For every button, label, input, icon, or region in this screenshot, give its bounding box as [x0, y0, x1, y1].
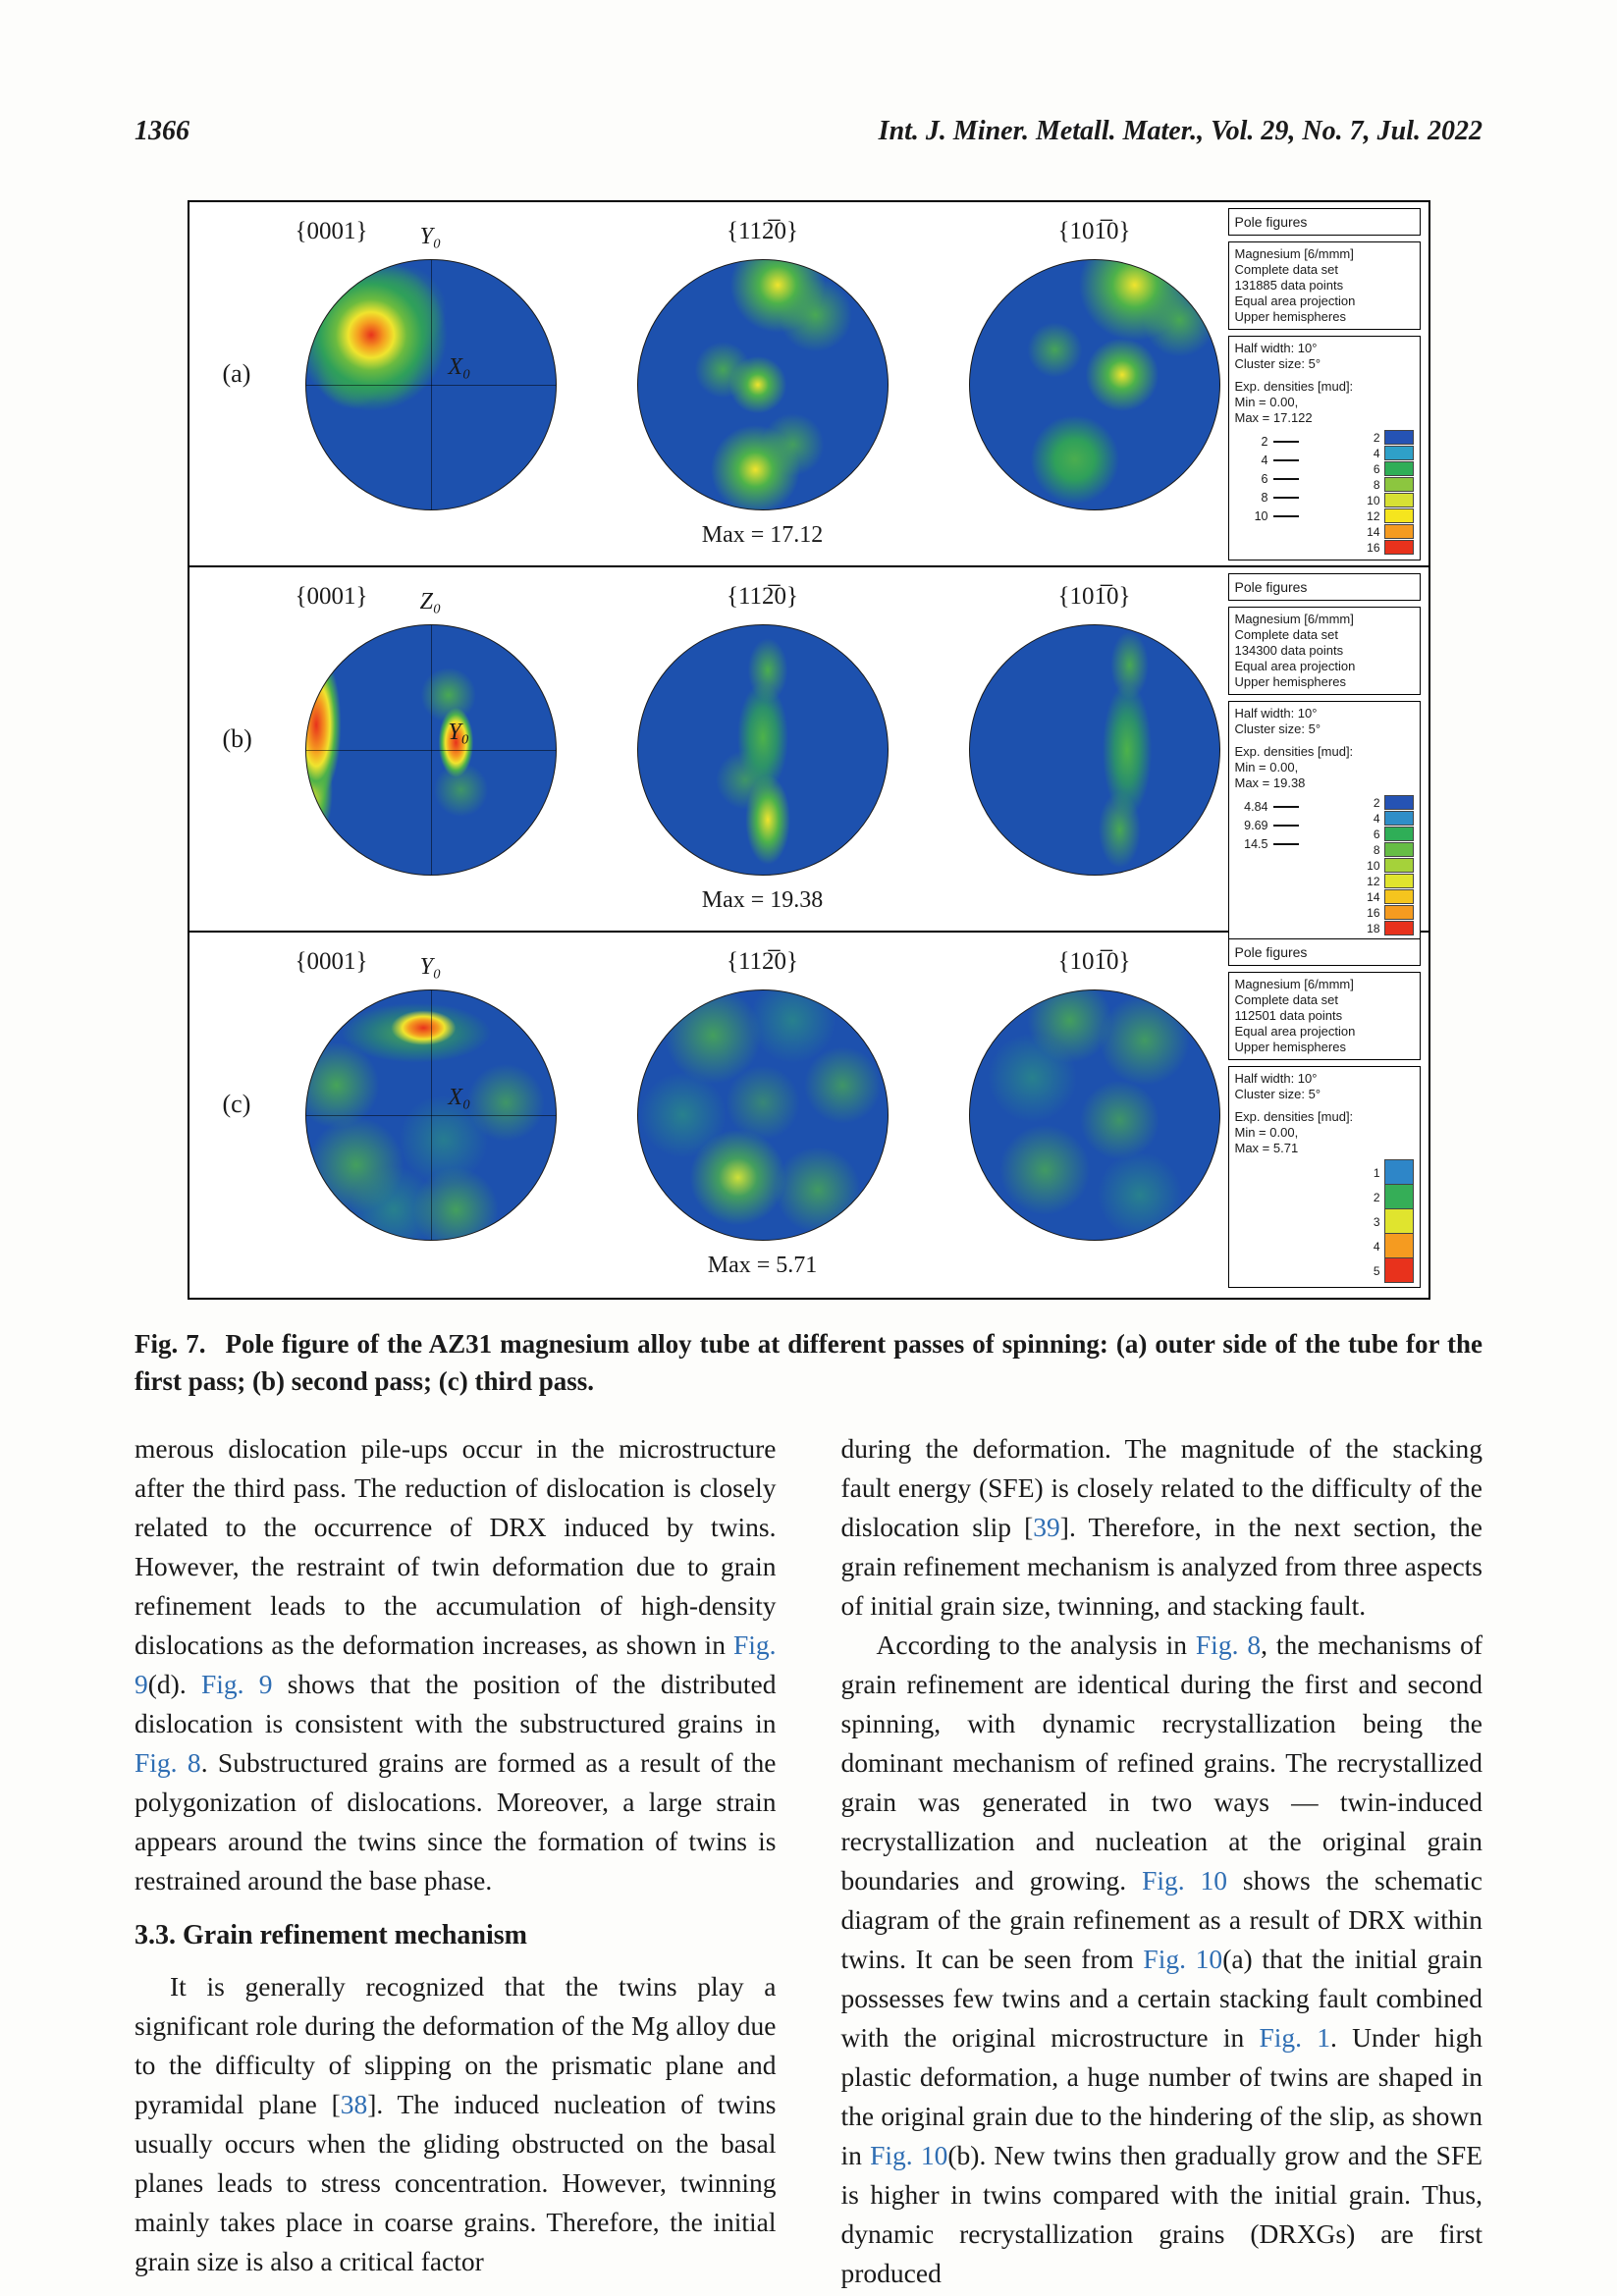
pole-figure-1120-wrap	[637, 583, 889, 876]
legend-points: 131885 data points	[1234, 278, 1344, 293]
pole-figure-1120-wrap	[637, 218, 889, 510]
colorbar-cell	[1384, 1208, 1414, 1234]
legend-contour-list	[1235, 795, 1299, 936]
colorbar-tick: 10	[1367, 859, 1380, 873]
colorbar-tick: 6	[1373, 828, 1380, 841]
legend-hemispheres: Upper hemispheres	[1234, 309, 1346, 324]
legend-panel	[1228, 573, 1421, 947]
figure-caption-label: Fig. 7.	[135, 1329, 206, 1359]
legend-min: Min = 0.00,	[1234, 1125, 1299, 1140]
legend-dataset-info	[1228, 607, 1421, 695]
contour-level	[1235, 469, 1299, 488]
legend-max: Max = 19.38	[1234, 775, 1306, 790]
legend-exp-densities: Exp. densities [mud]:	[1234, 379, 1354, 394]
contour-level-value: 10	[1254, 508, 1268, 523]
pole-figure-1120-wrap	[637, 948, 889, 1241]
legend-cluster-size: Cluster size: 5°	[1234, 1087, 1321, 1101]
colorbar-tick: 16	[1367, 906, 1380, 920]
legend-dataset-info	[1228, 241, 1421, 330]
text-run: (a) that the initial grain possesses few twins and a certain stacking fault combined with the original microstructure in	[840, 1944, 1483, 2053]
axis-label-top: Y₀	[419, 954, 442, 980]
max-density-label: Max = 5.71	[707, 1253, 818, 1278]
pole-figure-row-a	[189, 202, 1428, 567]
colorbar-cell	[1384, 795, 1414, 810]
colorbar-entry	[1351, 889, 1414, 905]
legend-exp-densities: Exp. densities [mud]:	[1234, 744, 1354, 759]
pole-title: {0001}	[295, 948, 368, 975]
colorbar-entry	[1351, 508, 1414, 524]
legend-title: Pole figures	[1228, 938, 1421, 966]
legend-colorbar	[1351, 430, 1414, 556]
axis-label-right: Y₀	[448, 720, 470, 746]
colorbar-tick: 14	[1367, 525, 1380, 539]
colorbar-tick: 4	[1373, 812, 1380, 826]
pole-title: {112̅0}	[726, 218, 799, 244]
legend-dataset-info	[1228, 972, 1421, 1060]
legend-scale-area	[1235, 795, 1414, 936]
contour-level-value: 14.5	[1244, 836, 1268, 851]
contour-line-sample	[1273, 497, 1299, 499]
figure-7	[188, 200, 1430, 1300]
column-right	[841, 1429, 1483, 2293]
legend-material: Magnesium [6/mmm]	[1234, 977, 1354, 991]
colorbar-tick: 2	[1373, 796, 1380, 810]
colorbar-cell	[1384, 477, 1414, 492]
colorbar-tick: 4	[1373, 447, 1380, 460]
figure-reference-link[interactable]: Fig. 10	[870, 2140, 948, 2170]
pole-title: {101̅0}	[1057, 583, 1131, 610]
legend-contour-list	[1235, 430, 1299, 556]
legend-projection: Equal area projection	[1234, 294, 1356, 308]
text-run: It is generally recognized that the twins play a significant role during the deformation of the Mg alloy due to the difficulty of slipping on the prismatic plane and pyramidal plane [	[135, 1971, 777, 2119]
legend-params	[1228, 1066, 1421, 1288]
figure-reference-link[interactable]: Fig. 10	[1143, 1944, 1223, 1974]
colorbar-entry	[1351, 1209, 1414, 1234]
legend-cluster-size: Cluster size: 5°	[1234, 356, 1321, 371]
text-run: ]. The induced nucleation of twins usually occurs when the gliding obstructed on the basal planes leads to stress concentration. However, twinning mainly takes place in coarse grains. Therefore, the initial grain size is also a critical factor	[135, 2089, 777, 2276]
paragraph	[841, 1626, 1483, 2293]
legend-min: Min = 0.00,	[1234, 395, 1299, 409]
legend-material: Magnesium [6/mmm]	[1234, 612, 1354, 626]
pole-figure-1120	[637, 989, 889, 1241]
colorbar-entry	[1351, 795, 1414, 811]
colorbar-tick: 12	[1367, 875, 1380, 888]
legend-dataset: Complete data set	[1234, 262, 1339, 277]
colorbar-tick: 8	[1373, 843, 1380, 857]
contour-level	[1235, 488, 1299, 507]
colorbar-entry	[1351, 1258, 1414, 1283]
paragraph	[841, 1429, 1483, 1626]
pole-figure-1010-wrap	[969, 948, 1220, 1241]
colorbar-tick: 4	[1373, 1239, 1380, 1254]
figure-caption-text: Pole figure of the AZ31 magnesium alloy tube at different passes of spinning: (a) outer side of the tube for the first pass; (b) second pass; (c) third pass.	[135, 1329, 1482, 1396]
colorbar-tick: 3	[1373, 1214, 1380, 1229]
colorbar-tick: 10	[1367, 494, 1380, 507]
axis-label-right: X₀	[448, 354, 471, 381]
colorbar-entry	[1351, 430, 1414, 446]
contour-line-sample	[1273, 843, 1299, 845]
colorbar-cell	[1384, 1233, 1414, 1258]
figure-reference-link[interactable]: Fig. 1	[1259, 2022, 1331, 2053]
colorbar-tick: 2	[1373, 431, 1380, 445]
colorbar-entry	[1351, 446, 1414, 461]
legend-half-width: Half width: 10°	[1234, 1071, 1318, 1086]
figure-caption	[135, 1325, 1482, 1400]
legend-cluster-size: Cluster size: 5°	[1234, 721, 1321, 736]
contour-line-sample	[1273, 806, 1299, 808]
pole-figure-0001	[305, 259, 557, 510]
contour-level-value: 6	[1261, 471, 1268, 486]
axis-label-top: Z₀	[419, 589, 442, 614]
pole-title: {112̅0}	[726, 583, 799, 610]
paragraph	[135, 1429, 777, 1900]
legend-hemispheres: Upper hemispheres	[1234, 1040, 1346, 1054]
colorbar-cell	[1384, 430, 1414, 445]
pole-title: {101̅0}	[1057, 948, 1131, 975]
colorbar-tick: 16	[1367, 541, 1380, 555]
legend-params	[1228, 701, 1421, 941]
colorbar-tick: 12	[1367, 509, 1380, 523]
colorbar-cell	[1384, 889, 1414, 904]
colorbar-entry	[1351, 477, 1414, 493]
colorbar-entry	[1351, 827, 1414, 842]
colorbar-cell	[1384, 461, 1414, 476]
legend-max: Max = 5.71	[1234, 1141, 1299, 1155]
row-label: (b)	[222, 724, 252, 753]
legend-projection: Equal area projection	[1234, 1024, 1356, 1039]
colorbar-cell	[1384, 508, 1414, 523]
text-run: during the deformation. The magnitude of the stacking fault energy (SFE) is closely related to the difficulty of the dislocation slip [	[840, 1433, 1482, 1542]
colorbar-entry	[1351, 1234, 1414, 1258]
contour-level	[1235, 451, 1299, 469]
legend-scale-area	[1235, 430, 1414, 556]
pole-figure-0001	[305, 624, 557, 876]
text-run: ]. Therefore, in the next section, the grain refinement mechanism is analyzed from three aspects of initial grain size, twinning, and stacking fault.	[840, 1512, 1482, 1621]
pole-figure-1010	[969, 259, 1220, 510]
figure-reference-link[interactable]: Fig. 8	[135, 1747, 201, 1778]
paragraph	[135, 1967, 777, 2281]
figure-reference-link[interactable]: Fig. 8	[1195, 1629, 1262, 1660]
legend-dataset: Complete data set	[1234, 992, 1339, 1007]
legend-max: Max = 17.122	[1234, 410, 1313, 425]
colorbar-cell	[1384, 874, 1414, 888]
max-density-label: Max = 19.38	[701, 887, 824, 913]
colorbar-tick: 6	[1373, 462, 1380, 476]
figure-reference-link[interactable]: 38	[340, 2089, 368, 2119]
colorbar-cell	[1384, 811, 1414, 826]
colorbar-cell	[1384, 1257, 1414, 1283]
page-header	[135, 116, 1482, 147]
figure-reference-link[interactable]: Fig. 10	[1142, 1865, 1228, 1896]
max-density-label: Max = 17.12	[701, 522, 824, 548]
colorbar-entry	[1351, 540, 1414, 556]
pole-figure-0001-wrap	[295, 583, 557, 876]
pole-figure-1010	[969, 989, 1220, 1241]
colorbar-cell	[1384, 1184, 1414, 1209]
legend-half-width: Half width: 10°	[1234, 706, 1318, 721]
contour-level-value: 2	[1261, 434, 1268, 449]
colorbar-cell	[1384, 493, 1414, 507]
text-run: (b). New twins then gradually grow and the SFE is higher in twins compared with the initial grain. Thus, dynamic recrystallization grains (DRXGs) are first produced	[840, 2140, 1482, 2288]
row-label: (c)	[222, 1090, 251, 1118]
axis-label-top: Y₀	[419, 224, 442, 249]
row-label: (a)	[222, 359, 251, 388]
colorbar-tick: 14	[1367, 890, 1380, 904]
colorbar-entry	[1351, 461, 1414, 477]
colorbar-entry	[1351, 524, 1414, 540]
text-run: shows that the position of the distributed dislocation is consistent with the substructured grains in	[135, 1669, 777, 1738]
colorbar-entry	[1351, 874, 1414, 889]
legend-colorbar	[1351, 1160, 1414, 1283]
colorbar-tick: 5	[1373, 1263, 1380, 1278]
contour-level	[1235, 507, 1299, 525]
colorbar-entry	[1351, 842, 1414, 858]
pole-figure-0001-wrap	[295, 948, 557, 1241]
contour-level	[1235, 834, 1299, 853]
colorbar-cell	[1384, 524, 1414, 539]
pole-figure-0001-wrap	[295, 218, 557, 510]
pole-title: {112̅0}	[726, 948, 799, 975]
axis-label-right: X₀	[448, 1085, 471, 1111]
colorbar-entry	[1351, 811, 1414, 827]
text-run: . Substructured grains are formed as a result of the polygonization of dislocations. Moreover, a large strain appears around the twins since the formation of twins is restrained around the base phase.	[135, 1747, 777, 1896]
legend-material: Magnesium [6/mmm]	[1234, 246, 1354, 261]
colorbar-tick: 8	[1373, 478, 1380, 492]
text-run: merous dislocation pile-ups occur in the microstructure after the third pass. The reduction of dislocation is closely related to the occurrence of DRX induced by twins. However, the restraint of twin deformation due to grain refinement leads to the accumulation of high-density dislocations as the deformation increases, as shown in	[135, 1433, 777, 1660]
column-left	[135, 1429, 777, 2293]
page-number: 1366	[135, 116, 189, 146]
legend-colorbar	[1351, 795, 1414, 936]
colorbar-cell	[1384, 905, 1414, 920]
pole-title: {101̅0}	[1057, 218, 1131, 244]
pole-title: {0001}	[295, 583, 368, 610]
legend-title: Pole figures	[1228, 573, 1421, 601]
pole-figure-1120	[637, 259, 889, 510]
contour-line-sample	[1273, 441, 1299, 443]
figure-reference-link[interactable]: Fig. 9	[200, 1669, 273, 1699]
legend-points: 134300 data points	[1234, 643, 1344, 658]
pole-figure-row-b	[189, 567, 1428, 933]
legend-scale-area	[1235, 1160, 1414, 1283]
colorbar-cell	[1384, 842, 1414, 857]
journal-title: Int. J. Miner. Metall. Mater., Vol. 29, No. 7, Jul. 2022	[878, 116, 1482, 146]
body-text	[135, 1429, 1482, 2293]
legend-points: 112501 data points	[1234, 1008, 1343, 1023]
contour-line-sample	[1273, 459, 1299, 461]
colorbar-cell	[1384, 540, 1414, 555]
text-run: , the mechanisms of grain refinement are identical during the first and second spinning, with dynamic recrystallization being the dominant mechanism of refined grains. The recrystallized grain was generated in two ways — twin-induced recrystallization and nucleation at the original grain boundaries and growing.	[840, 1629, 1483, 1896]
pole-figure-0001	[305, 989, 557, 1241]
colorbar-cell	[1384, 827, 1414, 841]
contour-level-value: 4	[1261, 453, 1268, 467]
legend-hemispheres: Upper hemispheres	[1234, 674, 1346, 689]
colorbar-entry	[1351, 905, 1414, 921]
legend-exp-densities: Exp. densities [mud]:	[1234, 1109, 1354, 1124]
contour-level	[1235, 797, 1299, 816]
legend-params	[1228, 336, 1421, 561]
contour-level-value: 9.69	[1244, 818, 1268, 832]
figure-reference-link[interactable]: 39	[1033, 1512, 1060, 1542]
colorbar-cell	[1384, 446, 1414, 460]
text-run: (d).	[147, 1669, 201, 1699]
section-heading: 3.3. Grain refinement mechanism	[135, 1920, 527, 1950]
legend-panel	[1228, 938, 1421, 1294]
text-run: shows the schematic diagram of the grain refinement as a result of DRX within twins. It can be seen from	[840, 1865, 1483, 1974]
colorbar-entry	[1351, 1160, 1414, 1185]
text-run: According to the analysis in	[876, 1629, 1196, 1660]
contour-level-value: 8	[1261, 490, 1268, 505]
colorbar-cell	[1384, 1159, 1414, 1185]
legend-title: Pole figures	[1228, 208, 1421, 236]
colorbar-cell	[1384, 858, 1414, 873]
colorbar-entry	[1351, 1185, 1414, 1209]
pole-figure-1120	[637, 624, 889, 876]
contour-line-sample	[1273, 515, 1299, 517]
legend-panel	[1228, 208, 1421, 566]
pole-figure-row-c	[189, 933, 1428, 1298]
legend-dataset: Complete data set	[1234, 627, 1339, 642]
colorbar-entry	[1351, 858, 1414, 874]
pole-title: {0001}	[295, 218, 368, 244]
colorbar-tick: 2	[1373, 1190, 1380, 1204]
text-run: . Under high plastic deformation, a huge number of twins are shaped in the original grain due to the hindering of the slip, as shown in	[840, 2022, 1483, 2170]
pole-figure-1010-wrap	[969, 583, 1220, 876]
legend-min: Min = 0.00,	[1234, 760, 1299, 774]
pole-figure-1010	[969, 624, 1220, 876]
colorbar-tick: 18	[1367, 922, 1380, 935]
contour-line-sample	[1273, 825, 1299, 827]
colorbar-entry	[1351, 493, 1414, 508]
figure-reference-link[interactable]: Fig. 9	[135, 1629, 777, 1699]
legend-projection: Equal area projection	[1234, 659, 1356, 673]
contour-level-value: 4.84	[1244, 799, 1268, 814]
colorbar-tick: 1	[1373, 1165, 1380, 1180]
contour-level	[1235, 432, 1299, 451]
pole-figure-1010-wrap	[969, 218, 1220, 510]
contour-level	[1235, 816, 1299, 834]
legend-half-width: Half width: 10°	[1234, 341, 1318, 355]
contour-line-sample	[1273, 478, 1299, 480]
